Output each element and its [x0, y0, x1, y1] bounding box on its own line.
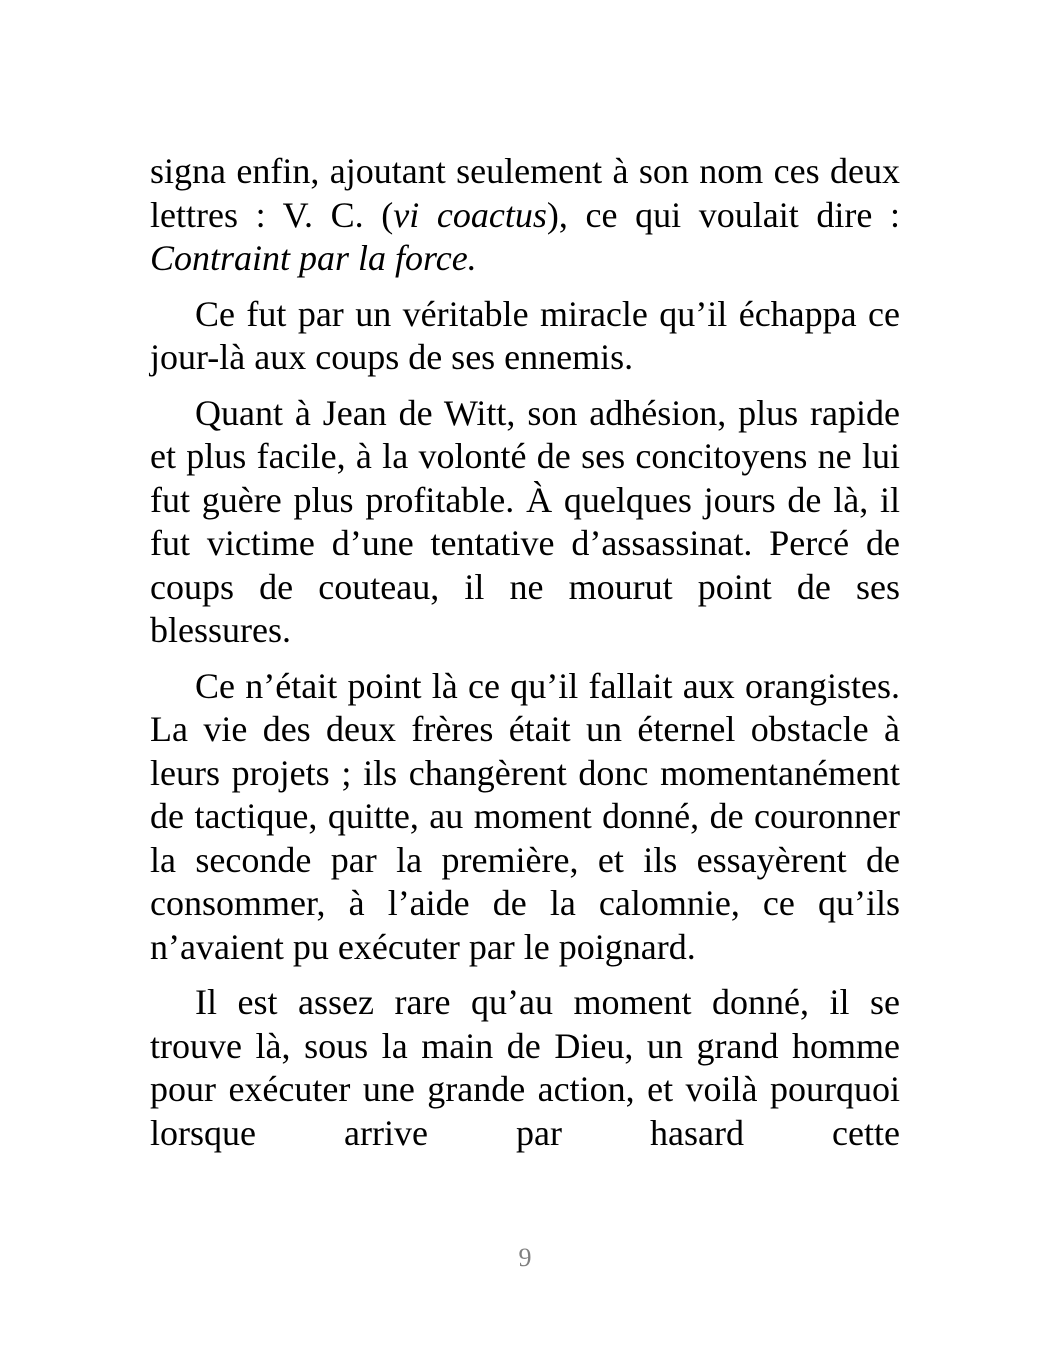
paragraph-5-text: Il est assez rare qu’au moment donné, il se trouve là, sous la main de Dieu, un grand homme pour exécuter une grande action, et voilà pourquoi lorsque arrive par hasard cette — [150, 982, 900, 1153]
paragraph-1-italic-contraint: Contraint par la force. — [150, 238, 477, 278]
page-body — [150, 150, 900, 1167]
paragraph-3-text: Quant à Jean de Witt, son adhésion, plus rapide et plus facile, à la volonté de ses concitoyens ne lui fut guère plus profitable. À quelques jours de là, il fut victime d’une tentative d’assassinat. Percé de coups de couteau, il ne mourut point de ses blessures. — [150, 392, 900, 650]
paragraph-1-italic-vi-coactus: vi coactus — [393, 194, 547, 235]
paragraph-1-run-3: ), ce qui voulait dire : — [546, 194, 901, 235]
page-number: 9 — [518, 1243, 532, 1272]
paragraph-3 — [150, 392, 900, 653]
paragraph-2-text: Ce fut par un véritable miracle qu’il échappa ce jour-là aux coups de ses ennemis. — [150, 293, 900, 377]
paragraph-5 — [150, 981, 900, 1155]
paragraph-1-run-1: signa enfin, ajoutant seulement à son nom ces deux lettres : V. C. ( — [150, 151, 900, 235]
paragraph-2 — [150, 293, 900, 380]
paragraph-4-text: Ce n’était point là ce qu’il fallait aux orangistes. La vie des deux frères était un éternel obstacle à leurs projets ; ils changèrent donc momentanément de tactique, quitte, au moment donné, de couronner la seconde par la première, et ils essayèrent de consommer, à l’aide de la calomnie, ce qu’ils n’avaient pu exécuter par le poignard. — [150, 665, 900, 967]
paragraph-1 — [150, 150, 900, 281]
paragraph-4 — [150, 665, 900, 970]
